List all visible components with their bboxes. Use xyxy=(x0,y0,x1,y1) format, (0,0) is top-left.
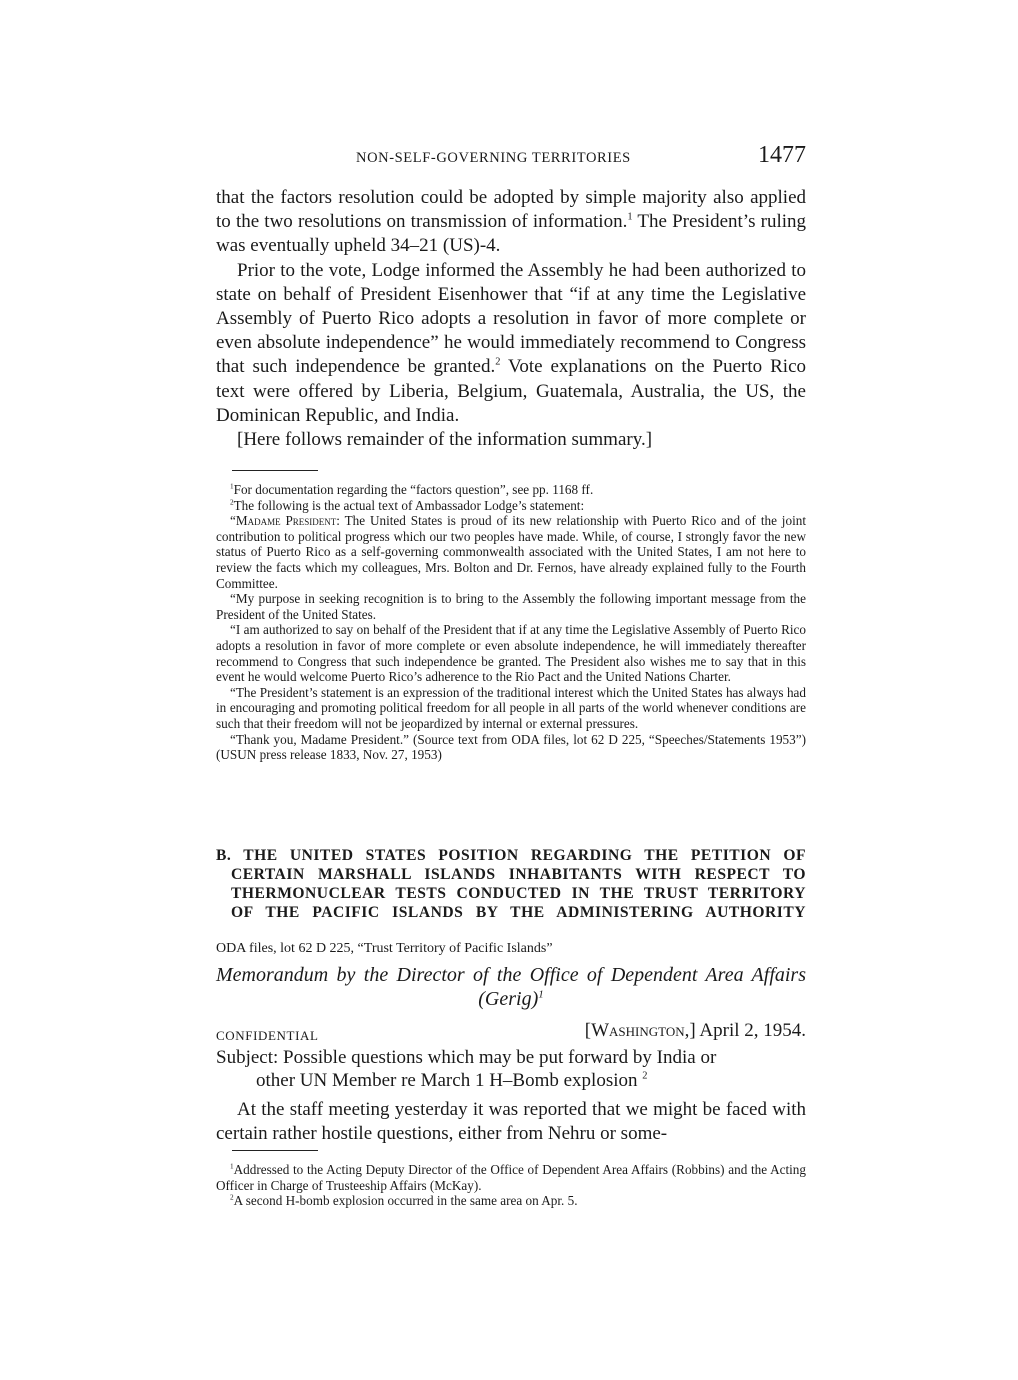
footnote-ref[interactable]: 2 xyxy=(642,1070,648,1082)
footnote-rule xyxy=(232,470,318,471)
paragraph: Prior to the vote, Lodge informed the Assembly he had been authorized to state on behalf of President Eisenhower that “if at any time the Legislative Assembly of Puerto Rico adopts a resolution in favor of more complete or even absolute independence” he would immediately recommend to Congress that such independence be granted.$^2$ Vote explanations on the Puerto Rico text were offered by Liberia, Belgium, Guatemala, Australia, the US, the Dominican Republic, and India. xyxy=(216,259,807,426)
quote-paragraph: “I am authorized to say on behalf of the President that if at any time the Legislative Assembly of Puerto Rico adopts a resolution in favor of more complete or even absolute independence, he will immediately thereafter recommend to Congress that such independence be granted. The President also wishes me to say that in this event he would welcome Puerto Rico’s adherence to the Rio Pact and the United Nations Charter. xyxy=(216,622,806,685)
paragraph: [Here follows remainder of the information summary.] xyxy=(237,429,653,451)
dateline: [Washington,] April 2, 1954. xyxy=(584,1020,806,1041)
paragraph: that the factors resolution could be adopted by simple majority also applied to the two resolutions on transmission of information.$^1$ The President’s ruling was eventually upheld 34–21 (US)-4. xyxy=(216,187,807,257)
document-title: Memorandum by the Director of the Office of Dependent Area Affairs (Gerig)$^1$ xyxy=(216,964,806,1010)
page-header xyxy=(216,142,806,176)
quote-paragraph: “The President’s statement is an expression of the traditional interest which the United States has always had in encouraging and promoting political freedom for all people in all parts of the world whenever conditions are such that their freedom will not be jeopardized by internal or external pressures. xyxy=(216,684,806,731)
memo-body: At the staff meeting yesterday it was reported that we might be faced with certain rather hostile questions, either from Nehru or some- xyxy=(216,1099,806,1144)
footnote-ref[interactable]: 1 xyxy=(538,988,544,1001)
subject-line: Subject: Possible questions which may be put forward by India or other UN Member re March 1 H–Bomb explosion $^2$ xyxy=(216,1047,717,1091)
source-note: ODA files, lot 62 D 225, “Trust Territory of Pacific Islands” xyxy=(216,941,553,956)
quote-paragraph: “Thank you, Madame President.” (Source text from ODA files, lot 62 D 225, “Speeches/Statements 1953”) (USUN press release 1833, Nov. 27, 1953) xyxy=(216,731,806,763)
running-title: NON-SELF-GOVERNING TERRITORIES xyxy=(356,150,631,166)
classification-label: CONFIDENTIAL xyxy=(216,1028,319,1043)
footnote: $^1$For documentation regarding the “factors question”, see pp. 1168 ff. xyxy=(230,482,594,497)
footnote-ref[interactable]: 2 xyxy=(495,357,501,369)
quote-paragraph: “Madame President: The United States is proud of its new relationship with Puerto Rico and of the joint contribution to political progress which our two peoples have made. While, of course, I strongly favor the new status of Puerto Rico as a self-governing commonwealth associated with the United States, I am not here to review the facts which my colleagues, Mrs. Bolton and Dr. Fernos, have already explained fully to the Fourth Committee. xyxy=(216,513,806,591)
footnote: $^1$Addressed to the Acting Deputy Director of the Office of Dependent Area Affairs (Robbins) and the Acting Officer in Charge of Trusteeship Affairs (McKay). xyxy=(216,1162,806,1193)
footnote: $^2$The following is the actual text of Ambassador Lodge’s statement: xyxy=(230,497,585,513)
footnote-ref[interactable]: 1 xyxy=(627,211,633,223)
footnote: $^2$A second H-bomb explosion occurred in the same area on Apr. 5. xyxy=(230,1193,578,1209)
page-number: 1477 xyxy=(758,142,806,168)
footnotes-bottom xyxy=(216,1162,806,1209)
section-heading: B. THE UNITED STATES POSITION REGARDING THE PETITION OF CERTAIN MARSHALL ISLANDS INHABITANTS WITH RESPECT TO THERMONUCLEAR TESTS CONDUCTED IN THE TRUST TERRITORY OF THE PACIFIC ISLANDS BY THE ADMINISTERING AUTHORITY xyxy=(216,847,806,921)
footnotes-top xyxy=(216,482,806,763)
quote-paragraph: “My purpose in seeking recognition is to bring to the Assembly the following important message from the President of the United States. xyxy=(216,591,806,622)
main-text xyxy=(216,186,806,452)
footnote-rule xyxy=(232,1150,318,1151)
